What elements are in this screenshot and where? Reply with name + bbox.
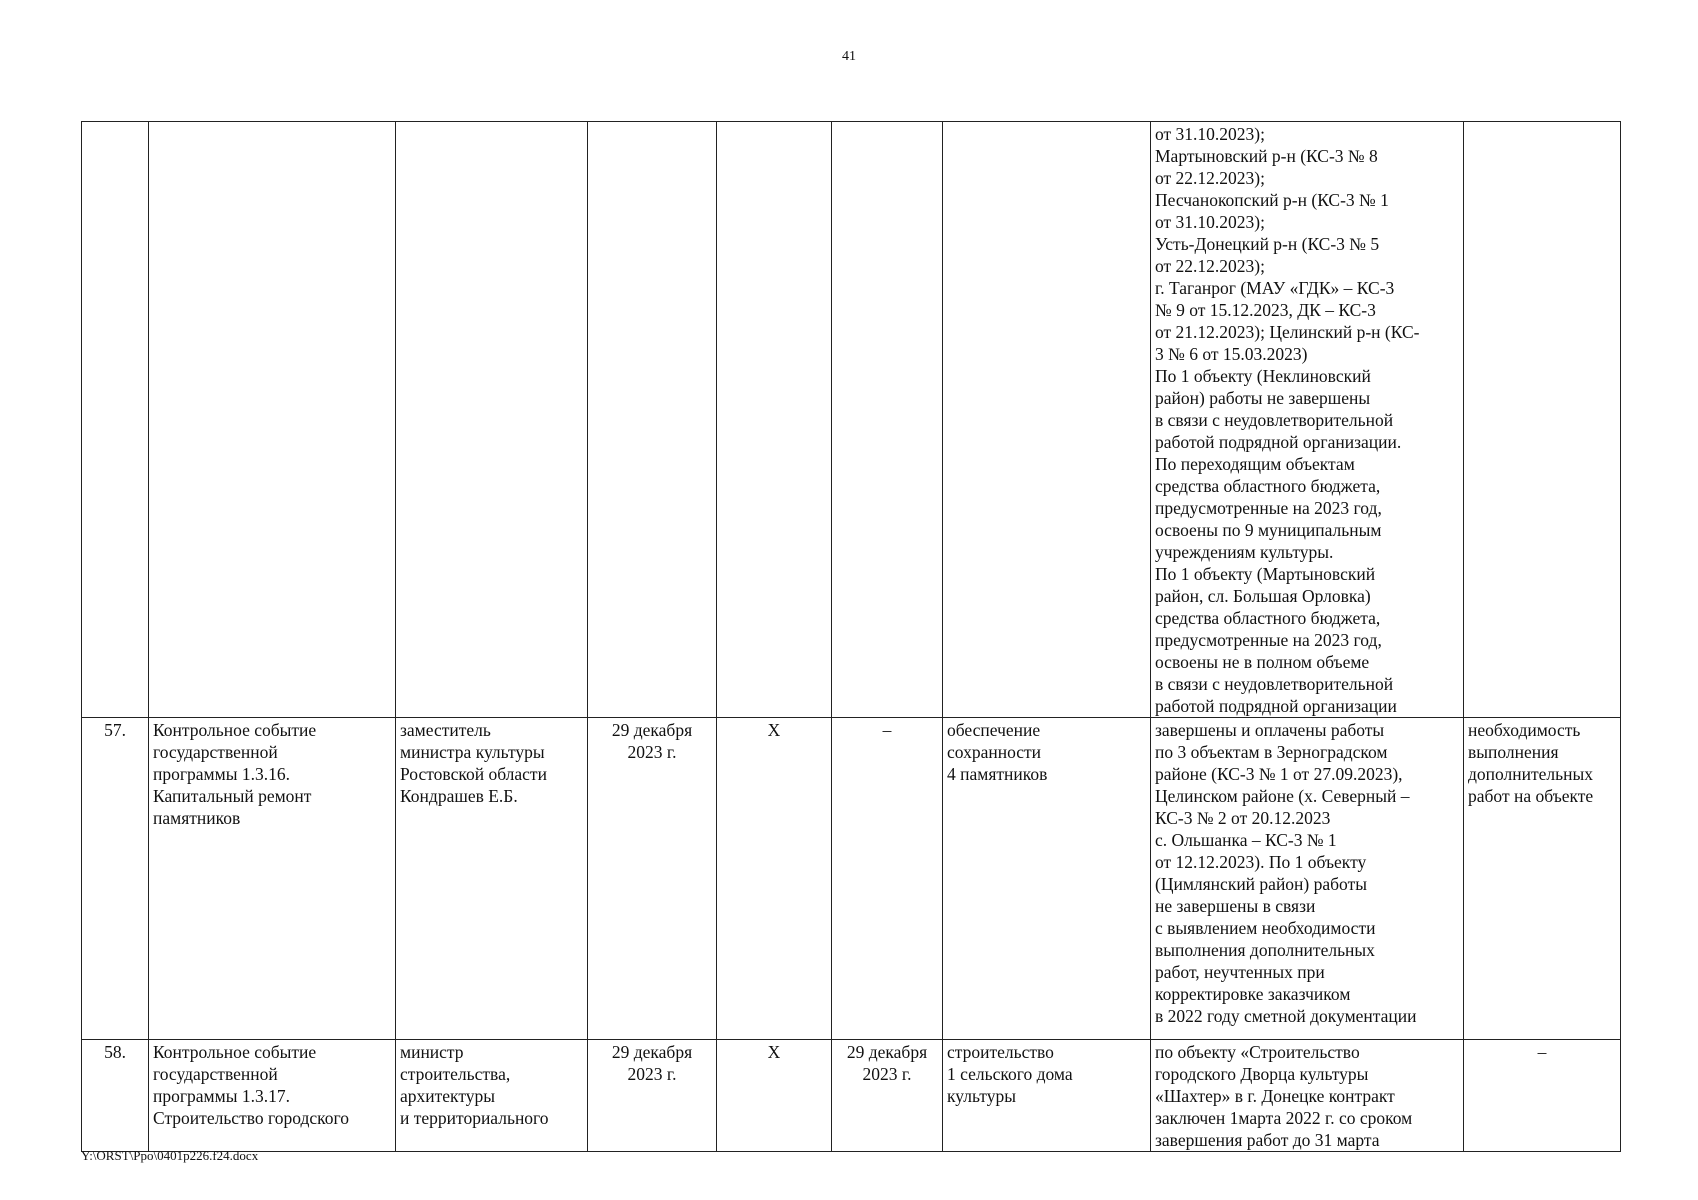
cell-line: городского Дворца культуры bbox=[1155, 1064, 1369, 1084]
cell-line: Песчанокопский р-н (КС-3 № 1 bbox=[1155, 190, 1389, 210]
cell-line: не завершены в связи bbox=[1155, 896, 1316, 916]
cell-line: (Цимлянский район) работы bbox=[1155, 874, 1367, 894]
fact-flag-cell: Х bbox=[717, 1040, 832, 1152]
event-cell bbox=[149, 122, 396, 718]
cell-line: в связи с неудовлетворительной bbox=[1155, 674, 1394, 694]
responsible-cell bbox=[396, 122, 588, 718]
cell-line: с выявлением необходимости bbox=[1155, 918, 1376, 938]
cell-line: работой подрядной организации bbox=[1155, 696, 1397, 716]
cell-line: от 21.12.2023); Целинский р-н (КС- bbox=[1155, 322, 1420, 342]
cell-line: Капитальный ремонт bbox=[153, 786, 312, 806]
cell-line: № 9 от 15.12.2023, ДК – КС-3 bbox=[1155, 300, 1376, 320]
cell-line: Строительство городского bbox=[153, 1108, 349, 1128]
table-row bbox=[82, 122, 1621, 718]
cell-line: сохранности bbox=[947, 742, 1042, 762]
cell-line: выполнения дополнительных bbox=[1155, 940, 1375, 960]
cell-line: 29 декабря bbox=[611, 720, 693, 740]
cell-line: 3 № 6 от 15.03.2023) bbox=[1155, 344, 1308, 364]
cell-line: от 31.10.2023); bbox=[1155, 124, 1265, 144]
cell-line: – bbox=[882, 720, 892, 740]
cell-line: учреждениям культуры. bbox=[1155, 542, 1334, 562]
reason-cell bbox=[1464, 1040, 1621, 1152]
cell-line: средства областного бюджета, bbox=[1155, 608, 1381, 628]
cell-line: в 2022 году сметной документации bbox=[1155, 1006, 1417, 1026]
cell-line: 29 декабря bbox=[846, 1042, 928, 1062]
cell-line: предусмотренные на 2023 год, bbox=[1155, 498, 1382, 518]
cell-line: дополнительных bbox=[1468, 764, 1594, 784]
cell-line: 1 сельского дома bbox=[947, 1064, 1073, 1084]
fact-flag-cell bbox=[717, 122, 832, 718]
cell-line: Целинском районе (х. Северный – bbox=[1155, 786, 1410, 806]
cell-line: памятников bbox=[153, 808, 241, 828]
cell-line: район, сл. Большая Орловка) bbox=[1155, 586, 1371, 606]
row-number: 58. bbox=[82, 1040, 149, 1152]
cell-line: г. Таганрог (МАУ «ГДК» – КС-3 bbox=[1155, 278, 1395, 298]
row-number: 57. bbox=[82, 718, 149, 1040]
cell-line: 29 декабря bbox=[611, 1042, 693, 1062]
cell-line: государственной bbox=[153, 1064, 278, 1084]
cell-line: работой подрядной организации. bbox=[1155, 432, 1402, 452]
cell-line: 4 памятников bbox=[947, 764, 1048, 784]
plan-date-cell bbox=[588, 1040, 717, 1152]
cell-line: По 1 объекту (Мартыновский bbox=[1155, 564, 1376, 584]
cell-line: культуры bbox=[947, 1086, 1016, 1106]
cell-line: Контрольное событие bbox=[153, 720, 317, 740]
cell-line: по 3 объектам в Зерноградском bbox=[1155, 742, 1388, 762]
cell-line: Ростовской области bbox=[400, 764, 547, 784]
cell-line: от 31.10.2023); bbox=[1155, 212, 1265, 232]
cell-line: Мартыновский р-н (КС-3 № 8 bbox=[1155, 146, 1378, 166]
cell-line: Контрольное событие bbox=[153, 1042, 317, 1062]
cell-line: министр bbox=[400, 1042, 464, 1062]
page-number: 41 bbox=[842, 49, 856, 64]
reason-cell bbox=[1464, 718, 1621, 1040]
cell-line: от 12.12.2023). По 1 объекту bbox=[1155, 852, 1367, 872]
cell-line: строительство bbox=[947, 1042, 1054, 1062]
cell-line: строительства, bbox=[400, 1064, 511, 1084]
table-row bbox=[82, 718, 1621, 1040]
cell-line: освоены не в полном объеме bbox=[1155, 652, 1370, 672]
cell-line: средства областного бюджета, bbox=[1155, 476, 1381, 496]
cell-line: необходимость bbox=[1468, 720, 1581, 740]
cell-line: и территориального bbox=[400, 1108, 549, 1128]
cell-line: программы 1.3.17. bbox=[153, 1086, 290, 1106]
cell-line: от 22.12.2023); bbox=[1155, 168, 1265, 188]
fact-date-cell bbox=[832, 718, 943, 1040]
plan-date-cell bbox=[588, 122, 717, 718]
cell-line: работ, неучтенных при bbox=[1155, 962, 1325, 982]
cell-line: обеспечение bbox=[947, 720, 1041, 740]
cell-line: предусмотренные на 2023 год, bbox=[1155, 630, 1382, 650]
cell-line: По 1 объекту (Неклиновский bbox=[1155, 366, 1371, 386]
cell-line: от 22.12.2023); bbox=[1155, 256, 1265, 276]
table-row bbox=[82, 1040, 1621, 1152]
cell-line: с. Ольшанка – КС-3 № 1 bbox=[1155, 830, 1337, 850]
cell-line: заключен 1марта 2022 г. со сроком bbox=[1155, 1108, 1413, 1128]
cell-line: выполнения bbox=[1468, 742, 1559, 762]
fact-date-cell bbox=[832, 122, 943, 718]
cell-line: Кондрашев Е.Б. bbox=[400, 786, 518, 806]
cell-line: 2023 г. bbox=[627, 1064, 677, 1084]
cell-line: в связи с неудовлетворительной bbox=[1155, 410, 1394, 430]
info-cell bbox=[1151, 1040, 1464, 1152]
report-table bbox=[81, 121, 1621, 1152]
result-cell bbox=[943, 1040, 1151, 1152]
cell-line: архитектуры bbox=[400, 1086, 495, 1106]
cell-line: По переходящим объектам bbox=[1155, 454, 1355, 474]
responsible-cell bbox=[396, 718, 588, 1040]
responsible-cell bbox=[396, 1040, 588, 1152]
cell-line: завершения работ до 31 марта bbox=[1155, 1130, 1380, 1150]
cell-line: КС-3 № 2 от 20.12.2023 bbox=[1155, 808, 1331, 828]
cell-line: государственной bbox=[153, 742, 278, 762]
cell-line: заместитель bbox=[400, 720, 491, 740]
cell-line: районе (КС-3 № 1 от 27.09.2023), bbox=[1155, 764, 1403, 784]
event-cell bbox=[149, 1040, 396, 1152]
cell-line: министра культуры bbox=[400, 742, 545, 762]
cell-line: 2023 г. bbox=[627, 742, 677, 762]
cell-line: – bbox=[1537, 1042, 1547, 1062]
cell-line: по объекту «Строительство bbox=[1155, 1042, 1360, 1062]
info-cell bbox=[1151, 718, 1464, 1040]
fact-date-cell bbox=[832, 1040, 943, 1152]
fact-flag-cell: Х bbox=[717, 718, 832, 1040]
info-cell bbox=[1151, 122, 1464, 718]
cell-line: район) работы не завершены bbox=[1155, 388, 1371, 408]
row-number bbox=[82, 122, 149, 718]
result-cell bbox=[943, 122, 1151, 718]
cell-line: программы 1.3.16. bbox=[153, 764, 290, 784]
plan-date-cell bbox=[588, 718, 717, 1040]
reason-cell bbox=[1464, 122, 1621, 718]
result-cell bbox=[943, 718, 1151, 1040]
cell-line: Усть-Донецкий р-н (КС-3 № 5 bbox=[1155, 234, 1380, 254]
cell-line: корректировке заказчиком bbox=[1155, 984, 1351, 1004]
footer-file-path: Y:\ORST\Ppo\0401p226.f24.docx bbox=[81, 1148, 259, 1163]
cell-line: завершены и оплачены работы bbox=[1155, 720, 1385, 740]
event-cell bbox=[149, 718, 396, 1040]
cell-line: работ на объекте bbox=[1468, 786, 1594, 806]
cell-line: освоены по 9 муниципальным bbox=[1155, 520, 1382, 540]
cell-line: «Шахтер» в г. Донецке контракт bbox=[1155, 1086, 1395, 1106]
cell-line: 2023 г. bbox=[862, 1064, 912, 1084]
